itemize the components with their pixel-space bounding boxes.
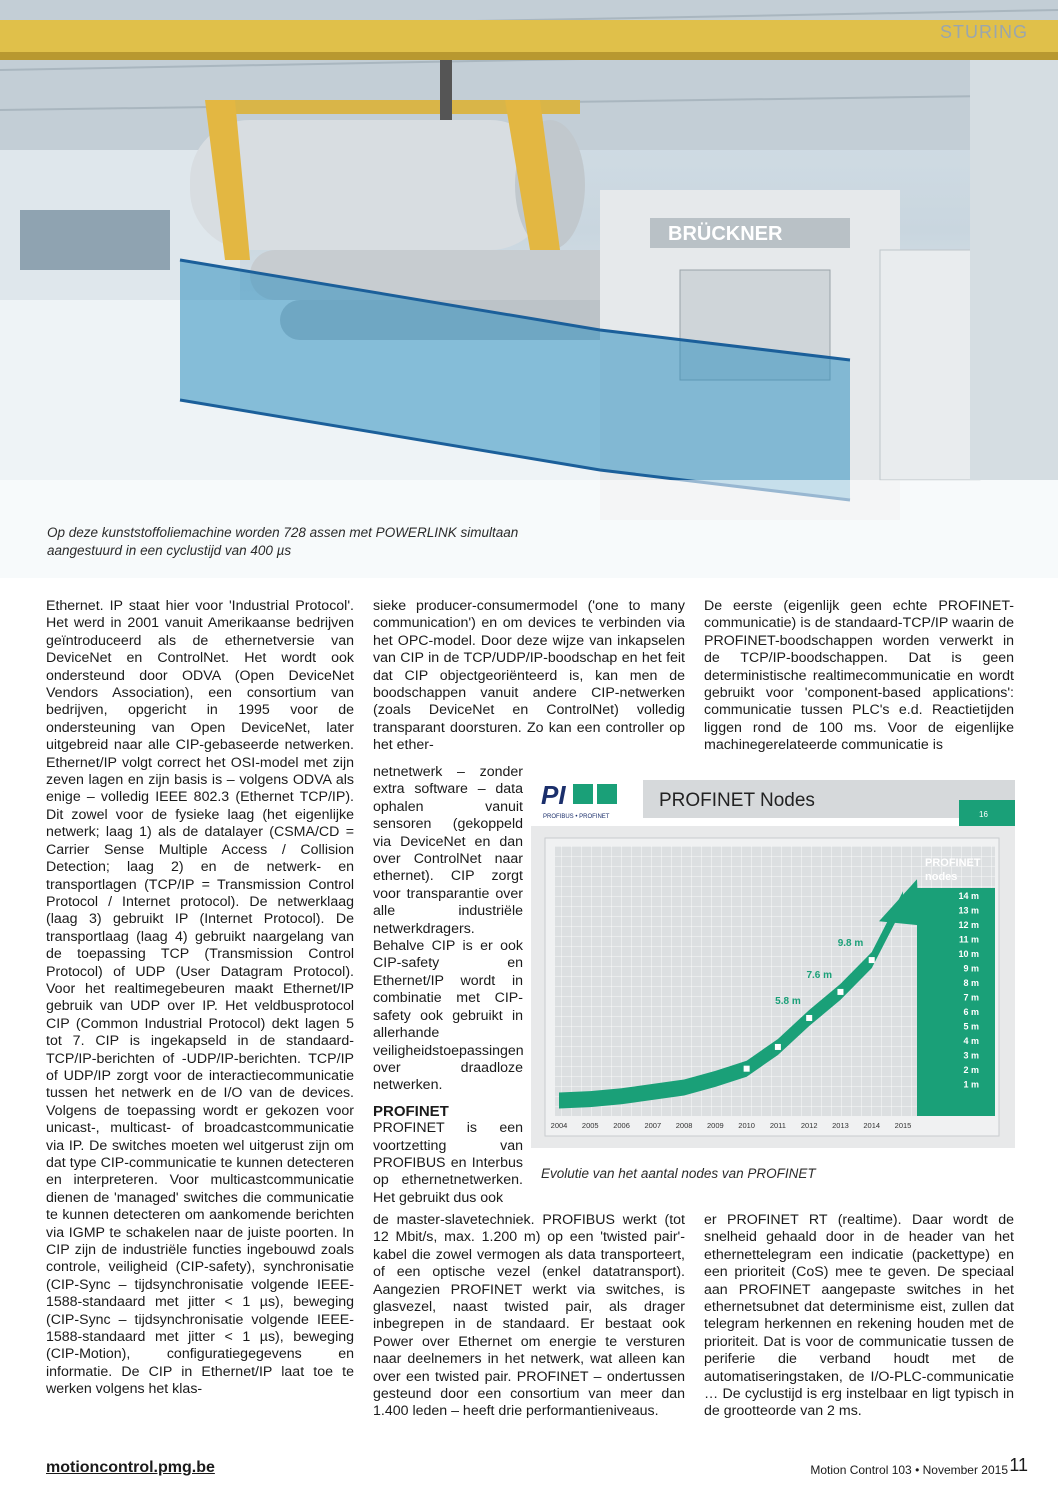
photo-caption: Op deze kunststoffoliemachine worden 728 assen met POWERLINK simultaan aangestuurd in een cyclustijd van 400 µs bbox=[47, 525, 519, 558]
y-tick-label: 12 m bbox=[958, 920, 979, 931]
x-tick-label: 2005 bbox=[581, 1121, 599, 1130]
data-point bbox=[869, 957, 875, 963]
y-tick-label: 9 m bbox=[963, 963, 979, 974]
machine-illustration bbox=[0, 0, 1058, 578]
x-tick-label: 2013 bbox=[832, 1121, 849, 1130]
data-label: 9.8 m bbox=[837, 938, 864, 950]
data-point bbox=[806, 1015, 812, 1021]
article-column-2-middle bbox=[373, 764, 523, 1207]
data-point bbox=[744, 1066, 750, 1072]
slide-number: 16 bbox=[979, 810, 988, 819]
y-tick-label: 11 m bbox=[958, 934, 979, 945]
paragraph: sieke producer-consumermodel ('one to many communication') en om devices te verbinden via het OPC-model. Door deze wijze van inkapselen van CIP in de TCP/UDP/IP-boodschap en het feit dat CIP objectgeoriënteerd is, kan men de boodschappen vanuit andere CIP-netwerken (zoals DeviceNet en ControlNet) volledig transparant doorsturen. Zo kan een controller op het ether- bbox=[373, 598, 685, 754]
legend-title-line: PROFINET bbox=[925, 857, 981, 869]
article-column-1 bbox=[46, 598, 354, 1399]
y-tick-label: 7 m bbox=[963, 992, 979, 1003]
paragraph: Ethernet. IP staat hier voor 'Industrial Protocol'. Het werd in 2001 vanuit Amerikaanse bedrijven geïntroduceerd als de ethernetversie van DeviceNet en ControlNet. Het wordt ook ondersteund door ODVA (Open DeviceNet Vendors Association), een consortium van bedrijven, opgericht in 1995 voor de ondersteuning van Open DeviceNet, later uitgebreid naar alle CIP-gebaseerde netwerken. Ethernet/IP volgt correct het OSI-model met zijn zeven lagen en zijn basis is – volgens ODVA als enige – volledig IEEE 802.3 (Ethernet TCP/IP). Dit zowel voor de fysieke laag (het eigenlijke netwerk; laag 1) als de datalayer (CSMA/CD = Carrier Sense Multiple Access / Collision Detection; laag 2) en de netwerk- en transportlagen (TCP/IP = Transmission Control Protocol / Internet protocol). De netwerklaag (laag 3) gebruikt IP (Internet Protocol). De transportlaag (laag 4) gebruikt naargelang van de toepassing TCP (Transmission Control Protocol) of UDP (User Datagram Protocol). Voor het realtimegebeuren maakt Ethernet/IP gebruik van UDP over IP. Het veldbusprotocol CIP (Common Industrial Protocol) dekt lagen 5 tot 7. CIP is ingekapseld in de standaard-TCP/IP-berichten of -UDP/IP-berichten. TCP/IP of UDP/IP zorgt voor de interactiecommunicatie tussen het netwerk en de I/O van de devices. Volgens de toepassing wordt er gekozen voor unicast-, multicast- of broadcastcommunicatie via IP. De switches moeten wel uitgerust zijn om dat type CIP-communicatie te kunnen detecteren en interpreteren. Voor multicastcommunicatie dienen de 'managed' switches die communicatie te kunnen detecteren om aankomende berichten via IGMP te schakelen naar de juiste poorten. In CIP zijn de industriële functies ingebouwd zoals controle, veiligheid (CIP-safety), synchronisatie (CIP-Sync – tijdsynchronisatie volgende IEEE-1588-standaard met jitter < 1 µs), beweging (CIP-Sync – tijdsynchronisatie volgende IEEE-1588-standaard met jitter < 1 µs), beweging (CIP-Motion), configuratiegegevens en informatie. De CIP in Ethernet/IP laat toe te werken volgens het klas- bbox=[46, 598, 354, 1398]
data-label: 5.8 m bbox=[775, 996, 801, 1007]
y-tick-label: 1 m bbox=[963, 1079, 979, 1090]
paragraph: PROFINET is een voortzetting van PROFIBUS en Interbus op ethernetnetwerken. Het gebruikt dus ook bbox=[373, 1120, 523, 1206]
banner-title: PROFINET Nodes bbox=[659, 790, 815, 811]
y-tick-label: 14 m bbox=[958, 891, 979, 902]
profinet-nodes-chart bbox=[531, 776, 1015, 1148]
section-heading: PROFINET bbox=[373, 1102, 449, 1120]
x-tick-label: 2012 bbox=[800, 1121, 818, 1130]
footer-issue: Motion Control 103 • November 2015 bbox=[810, 1463, 1008, 1477]
legend-title-line: nodes bbox=[925, 871, 958, 883]
x-tick-label: 2010 bbox=[738, 1121, 755, 1130]
logo-subtitle: PROFIBUS • PROFINET bbox=[543, 814, 610, 820]
y-tick-label: 3 m bbox=[963, 1050, 979, 1061]
article-column-3-bottom bbox=[704, 1212, 1014, 1421]
profinet-figure bbox=[531, 776, 1015, 1148]
paragraph: er PROFINET RT (realtime). Daar wordt de snelheid gehaald door in de header van het ethernettelegram een indicatie (packettype) en een prioriteit (CoS) mee te geven. De speciaal aan PROFINET aangepaste switches in het ethernetsubnet dat determinisme eist, zullen dat telegram herkennen en rekening houden met de prioriteit. Dat is voor de communicatie tussen de periferie die verband houdt met de automatiseringstaken, de I/O-PLC-communicatie … De cyclustijd is erg instelbaar en ligt typisch in de grootteorde van 2 ms. bbox=[704, 1212, 1014, 1420]
data-point bbox=[837, 989, 843, 995]
paragraph: netnetwerk – zonder extra software – data ophalen vanuit sensoren (gekoppeld via DeviceNet en dan over ControlNet naar ethernet). CIP zorgt voor transparantie over alle industriële netwerkdragers. Behalve CIP is er ook CIP-safety en Ethernet/IP wordt in combinatie met CIP-safety ook gebruikt in allerhande veiligheidstoepassingen over draadloze netwerken. bbox=[373, 764, 524, 1094]
y-tick-label: 13 m bbox=[958, 905, 979, 916]
x-tick-label: 2015 bbox=[894, 1121, 912, 1130]
x-tick-label: 2014 bbox=[863, 1121, 881, 1130]
y-tick-label: 8 m bbox=[963, 978, 979, 989]
logo-square bbox=[573, 784, 593, 804]
logo-square bbox=[597, 784, 617, 804]
x-tick-label: 2009 bbox=[707, 1121, 724, 1130]
article-column-2-bottom bbox=[373, 1212, 685, 1421]
x-tick-label: 2004 bbox=[550, 1121, 568, 1130]
data-point bbox=[775, 1044, 781, 1050]
article-column-2-top bbox=[373, 598, 685, 755]
hero-photo bbox=[0, 0, 1058, 578]
paragraph: De eerste (eigenlijk geen echte PROFINET-communicatie) is de standaard-TCP/IP waarin de PROFINET-boodschappen worden verwerkt in de TCP/IP-boodschappen. Dat is geen deterministische realtimecommunicatie en wordt gebruikt voor 'component-based applications': communicatie tussen PLC's e.d. Reactietijden liggen rond de 100 ms. Voor de eigenlijke machinegerelateerde communicatie is bbox=[704, 598, 1014, 754]
y-tick-label: 2 m bbox=[963, 1065, 979, 1076]
x-tick-label: 2008 bbox=[675, 1121, 693, 1130]
brand-label: BRÜCKNER bbox=[668, 223, 783, 245]
data-label: 7.6 m bbox=[806, 969, 833, 981]
x-tick-label: 2006 bbox=[613, 1121, 630, 1130]
y-tick-label: 5 m bbox=[963, 1021, 979, 1032]
x-tick-label: 2007 bbox=[644, 1121, 662, 1130]
pi-logo: PI bbox=[541, 780, 566, 810]
page-number: 11 bbox=[1009, 1455, 1028, 1475]
footer-website[interactable]: motioncontrol.pmg.be bbox=[46, 1459, 215, 1476]
y-tick-label: 10 m bbox=[958, 949, 979, 960]
figure-caption: Evolutie van het aantal nodes van PROFINET bbox=[541, 1166, 816, 1181]
x-tick-label: 2011 bbox=[769, 1121, 786, 1130]
paragraph: de master-slavetechniek. PROFIBUS werkt (tot 12 Mbit/s, max. 1.200 m) op een 'twisted pair'-kabel die zowel vermogen als data transporteert, of een optische vezel (enkel datatransport). Aangezien PROFINET werkt via switches, is glasvezel, naast twisted pair, als drager inbegrepen in de standaard. Er bestaat ook Power over Ethernet om energie te versturen naar deelnemers in het netwerk, wat alleen kan over een twisted pair. PROFINET – ondertussen gesteund door een consortium van meer dan 1.400 leden – heeft drie performantieniveaus. bbox=[373, 1212, 685, 1420]
y-tick-label: 6 m bbox=[963, 1007, 979, 1018]
article-column-3-top bbox=[704, 598, 1014, 755]
y-tick-label: 4 m bbox=[963, 1036, 979, 1047]
section-tag: STURING bbox=[940, 22, 1028, 42]
